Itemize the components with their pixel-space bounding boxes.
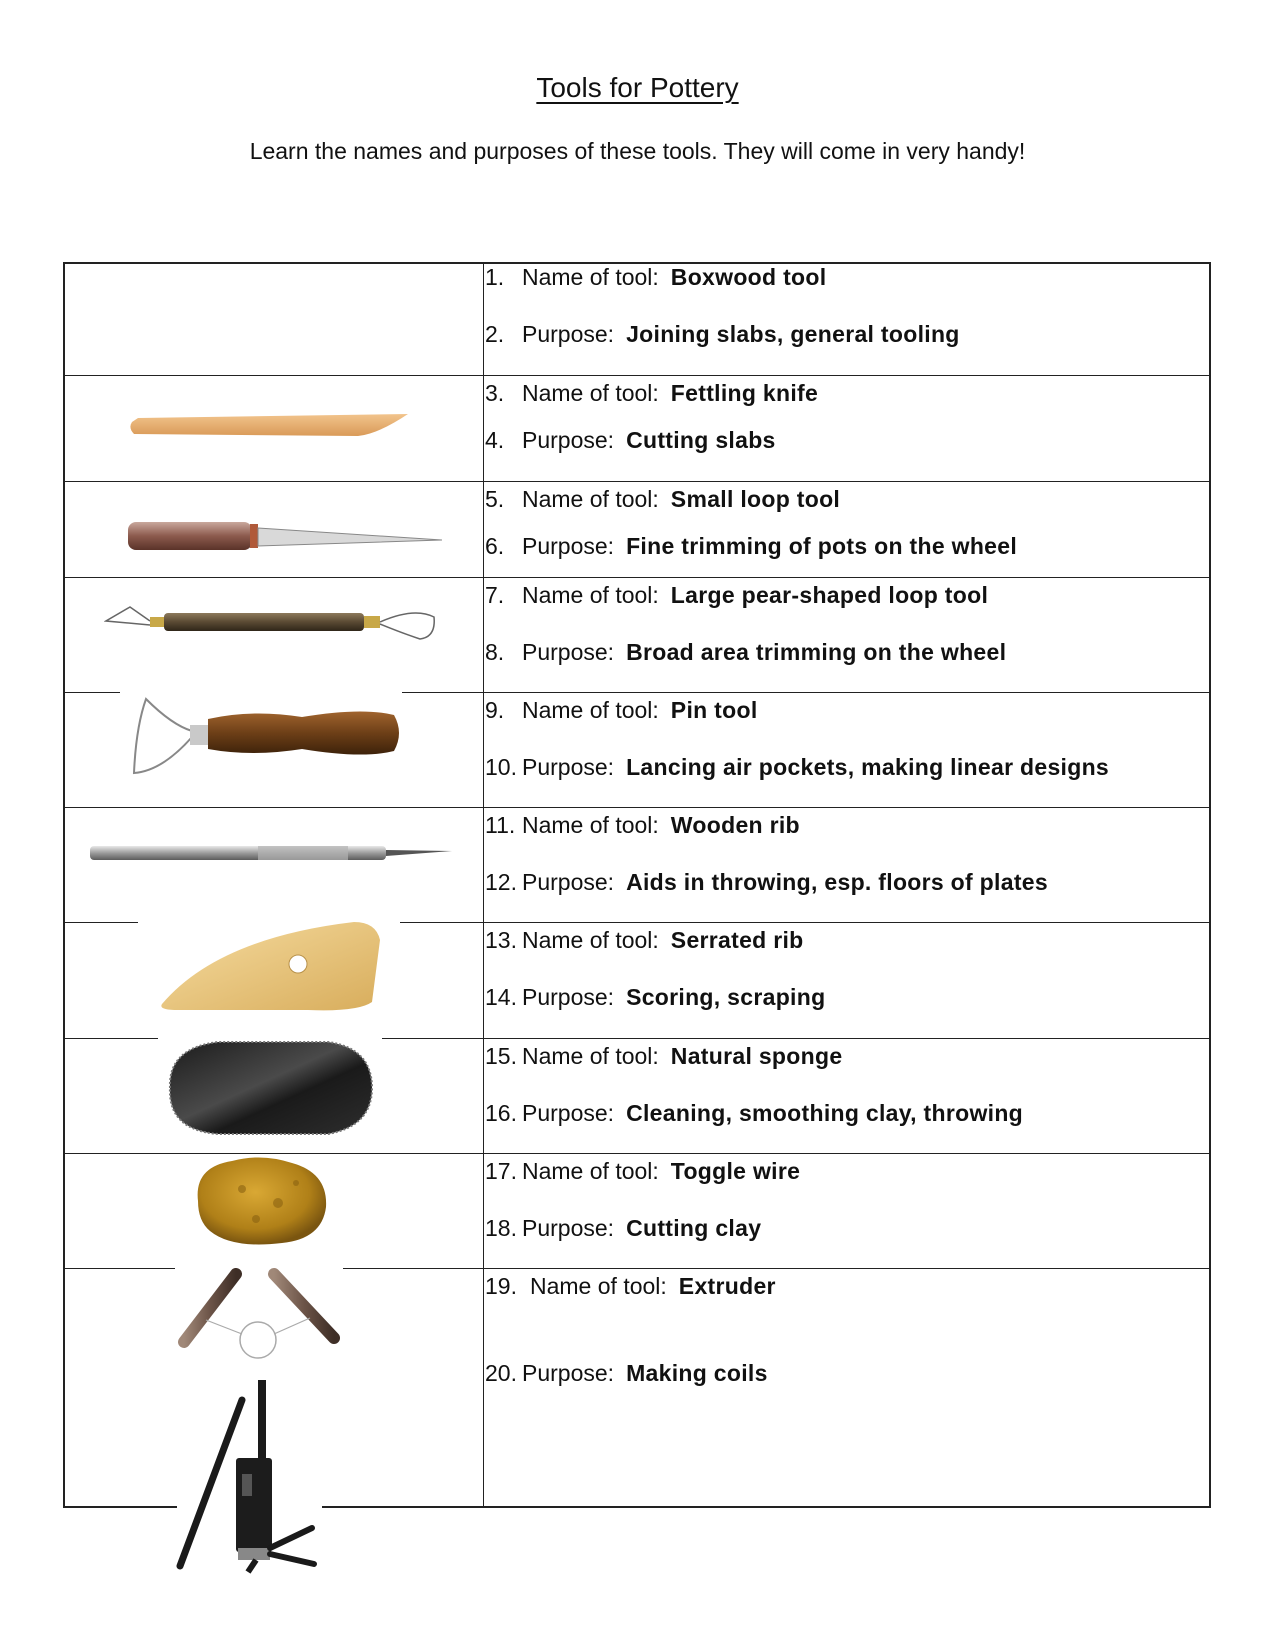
- purpose-label: Purpose:: [522, 984, 615, 1010]
- name-label: Name of tool:: [522, 812, 659, 838]
- page-subtitle: Learn the names and purposes of these tools. They will come in very handy!: [249, 138, 1026, 164]
- tool-purpose: Making coils: [626, 1360, 768, 1386]
- row-divider: [382, 1038, 1211, 1039]
- tool-name: Small loop tool: [670, 486, 841, 512]
- tool-name: Natural sponge: [670, 1043, 843, 1069]
- item-number: 14.: [485, 984, 517, 1010]
- tool-purpose: Fine trimming of pots on the wheel: [626, 533, 1018, 559]
- page-title: Tools for Pottery: [536, 72, 739, 103]
- table-row: [485, 927, 1205, 1037]
- row-divider: [63, 375, 1211, 376]
- tool-purpose: Broad area trimming on the wheel: [626, 639, 1007, 665]
- row-divider: [63, 1268, 175, 1269]
- purpose-label: Purpose:: [522, 533, 615, 559]
- row-divider: [63, 807, 1211, 808]
- serrated-rib-icon: [158, 1038, 380, 1136]
- row-divider: [63, 922, 138, 923]
- tool-name: Pin tool: [670, 697, 758, 723]
- item-number: 7.: [485, 582, 505, 608]
- row-divider: [63, 577, 1211, 578]
- name-label: Name of tool:: [522, 927, 659, 953]
- item-number: 13.: [485, 927, 517, 953]
- wooden-rib-icon: [158, 920, 384, 1012]
- table-row: [485, 812, 1205, 922]
- purpose-label: Purpose:: [522, 754, 615, 780]
- tool-purpose: Cleaning, smoothing clay, throwing: [626, 1100, 1024, 1126]
- extruder-icon: [172, 1378, 322, 1574]
- large-pear-loop-tool-icon: [132, 697, 402, 781]
- purpose-label: Purpose:: [522, 1100, 615, 1126]
- table-row: [485, 380, 1205, 480]
- tool-name: Serrated rib: [670, 927, 804, 953]
- item-number: 6.: [485, 533, 505, 559]
- name-label: Name of tool:: [522, 582, 659, 608]
- tool-purpose: Scoring, scraping: [626, 984, 826, 1010]
- item-number: 9.: [485, 697, 505, 723]
- toggle-wire-icon: [176, 1268, 342, 1364]
- tool-purpose: Joining slabs, general tooling: [626, 321, 960, 347]
- item-number: 8.: [485, 639, 505, 665]
- table-column-divider: [483, 262, 484, 1508]
- row-divider: [400, 922, 1211, 923]
- table-row: [485, 1043, 1205, 1153]
- tool-purpose: Aids in throwing, esp. floors of plates: [626, 869, 1048, 895]
- tool-purpose: Cutting slabs: [626, 427, 776, 453]
- purpose-label: Purpose:: [522, 869, 615, 895]
- tool-name: Toggle wire: [670, 1158, 801, 1184]
- name-label: Name of tool:: [522, 380, 659, 406]
- name-label: Name of tool:: [522, 1043, 659, 1069]
- name-label: Name of tool:: [522, 697, 659, 723]
- boxwood-tool-icon: [128, 410, 408, 444]
- tool-name: Boxwood tool: [670, 264, 827, 290]
- row-divider: [63, 1038, 158, 1039]
- item-number: 11.: [485, 812, 516, 838]
- name-label: Name of tool:: [530, 1273, 667, 1299]
- item-number: 19.: [485, 1273, 517, 1299]
- item-number: 10.: [485, 754, 517, 780]
- table-row: [485, 264, 1205, 374]
- name-label: Name of tool:: [522, 486, 659, 512]
- item-number: 3.: [485, 380, 505, 406]
- purpose-label: Purpose:: [522, 1215, 615, 1241]
- item-number: 4.: [485, 427, 505, 453]
- tool-purpose: Cutting clay: [626, 1215, 762, 1241]
- table-row: [485, 1273, 1205, 1503]
- tool-name: Large pear-shaped loop tool: [670, 582, 989, 608]
- tool-name: Wooden rib: [670, 812, 800, 838]
- item-number: 17.: [485, 1158, 517, 1184]
- name-label: Name of tool:: [522, 1158, 659, 1184]
- tool-name: Fettling knife: [670, 380, 819, 406]
- purpose-label: Purpose:: [522, 427, 615, 453]
- item-number: 15.: [485, 1043, 517, 1069]
- row-divider: [402, 692, 1211, 693]
- item-number: 12.: [485, 869, 517, 895]
- item-number: 5.: [485, 486, 505, 512]
- fettling-knife-icon: [126, 518, 442, 554]
- item-number: 20.: [485, 1360, 517, 1386]
- table-row: [485, 697, 1205, 807]
- name-label: Name of tool:: [522, 264, 659, 290]
- table-row: [485, 1158, 1205, 1268]
- pin-tool-icon: [88, 840, 454, 868]
- item-number: 16.: [485, 1100, 517, 1126]
- natural-sponge-icon: [192, 1153, 332, 1247]
- row-divider: [343, 1268, 1211, 1269]
- tool-purpose: Lancing air pockets, making linear designs: [626, 754, 1110, 780]
- purpose-label: Purpose:: [522, 639, 615, 665]
- table-row: [485, 582, 1205, 692]
- item-number: 1.: [485, 264, 505, 290]
- table-row: [485, 486, 1205, 576]
- item-number: 18.: [485, 1215, 517, 1241]
- purpose-label: Purpose:: [522, 1360, 615, 1386]
- tool-name: Extruder: [678, 1273, 776, 1299]
- purpose-label: Purpose:: [522, 321, 615, 347]
- small-loop-tool-icon: [104, 603, 436, 643]
- row-divider: [63, 692, 120, 693]
- row-divider: [63, 481, 1211, 482]
- item-number: 2.: [485, 321, 505, 347]
